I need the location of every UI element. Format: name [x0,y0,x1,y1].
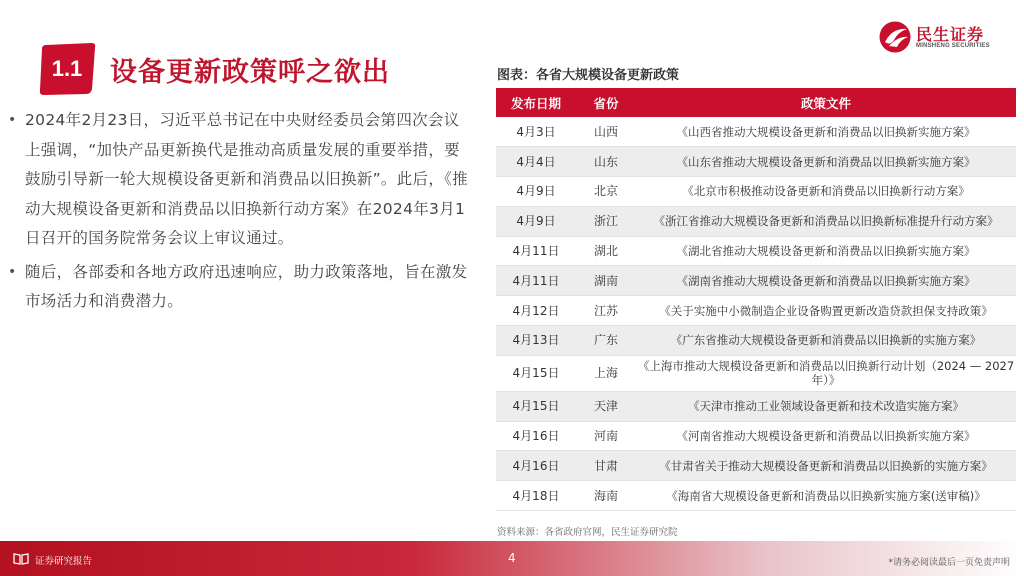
table-header-row [496,88,1016,117]
cell-date: 4月11日 [496,236,576,266]
cell-province: 江苏 [576,296,636,326]
cell-date: 4月9日 [496,177,576,207]
bullet-text: 2024年2月23日，习近平总书记在中央财经委员会第四次会议上强调，“加快产品更新换代是推动高质量发展的重要举措，要鼓励引导新一轮大规模设备更新和消费品以旧换新”。此后，《推动大规模设备更新和消费品以旧换新行动方案》在2024年3月1日召开的国务院常务会议上审议通过。 [25,111,468,247]
table-row [496,451,1016,481]
cell-policy: 《广东省推动大规模设备更新和消费品以旧换新的实施方案》 [636,326,1016,356]
bullet-text: 随后，各部委和各地方政府迅速响应，助力政策落地，旨在激发市场活力和消费潜力。 [25,262,468,310]
table-source: 资料来源：各省政府官网，民生证券研究院 [497,527,678,538]
table-row [496,117,1016,147]
cell-policy: 《湖南省推动大规模设备更新和消费品以旧换新实施方案》 [636,266,1016,296]
table-row [496,391,1016,421]
cell-policy: 《山东省推动大规模设备更新和消费品以旧换新实施方案》 [636,147,1016,177]
cell-policy: 《河南省推动大规模设备更新和消费品以旧换新实施方案》 [636,421,1016,451]
cell-date: 4月12日 [496,296,576,326]
cell-policy: 《浙江省推动大规模设备更新和消费品以旧换新标准提升行动方案》 [636,206,1016,236]
page-number: 4 [508,551,516,565]
cell-date: 4月15日 [496,355,576,391]
cell-date: 4月11日 [496,266,576,296]
cell-province: 甘肃 [576,451,636,481]
table-row [496,421,1016,451]
table-row [496,481,1016,511]
cell-province: 湖南 [576,266,636,296]
section-badge [38,43,96,95]
page-title: 设备更新政策呼之欲出 [110,57,390,88]
cell-policy: 《海南省大规模设备更新和消费品以旧换新实施方案(送审稿)》 [636,481,1016,511]
cell-province: 天津 [576,391,636,421]
bullet-dot-icon: • [8,112,17,128]
table-row [496,147,1016,177]
table-row [496,355,1016,391]
cell-policy: 《湖北省推动大规模设备更新和消费品以旧换新实施方案》 [636,236,1016,266]
book-icon [13,553,29,565]
cell-policy: 《天津市推动工业领域设备更新和技术改造实施方案》 [636,391,1016,421]
bullet-list [8,106,474,321]
table-row [496,206,1016,236]
table-row [496,266,1016,296]
cell-date: 4月9日 [496,206,576,236]
table-row [496,236,1016,266]
policy-table [496,88,1016,511]
cell-date: 4月18日 [496,481,576,511]
bullet-item [8,106,474,254]
footer-disclaimer: *请务必阅读最后一页免责声明 [888,558,1010,568]
cell-province: 山东 [576,147,636,177]
brand-name-en: MINSHENG SECURITIES [916,43,990,49]
cell-date: 4月15日 [496,391,576,421]
cell-province: 山西 [576,117,636,147]
bullet-item [8,258,474,317]
cell-province: 湖北 [576,236,636,266]
table-row [496,326,1016,356]
footer-report-label: 证券研究报告 [35,556,93,567]
table-title: 图表：各省大规模设备更新政策 [497,68,680,83]
bullet-dot-icon: • [8,263,17,280]
table-row [496,296,1016,326]
cell-date: 4月16日 [496,451,576,481]
cell-policy: 《北京市积极推动设备更新和消费品以旧换新行动方案》 [636,177,1016,207]
footer-bar [0,541,1024,576]
cell-policy: 《上海市推动大规模设备更新和消费品以旧换新行动计划（2024 — 2027 年）》 [636,355,1016,391]
cell-date: 4月4日 [496,147,576,177]
cell-province: 北京 [576,177,636,207]
table-row [496,177,1016,207]
header-province: 省份 [576,88,636,117]
brand-logo [878,20,998,54]
header-policy: 政策文件 [636,88,1016,117]
header-date: 发布日期 [496,88,576,117]
cell-policy: 《甘肃省关于推动大规模设备更新和消费品以旧换新的实施方案》 [636,451,1016,481]
cell-province: 河南 [576,421,636,451]
cell-date: 4月13日 [496,326,576,356]
cell-policy: 《关于实施中小微制造企业设备购置更新改造贷款担保支持政策》 [636,296,1016,326]
cell-province: 上海 [576,355,636,391]
cell-date: 4月3日 [496,117,576,147]
cell-province: 海南 [576,481,636,511]
brand-name-cn: 民生证券 [916,25,985,44]
cell-province: 广东 [576,326,636,356]
cell-province: 浙江 [576,206,636,236]
section-number: 1.1 [51,56,83,81]
cell-policy: 《山西省推动大规模设备更新和消费品以旧换新实施方案》 [636,117,1016,147]
brand-logo-icon [878,20,914,54]
cell-date: 4月16日 [496,421,576,451]
